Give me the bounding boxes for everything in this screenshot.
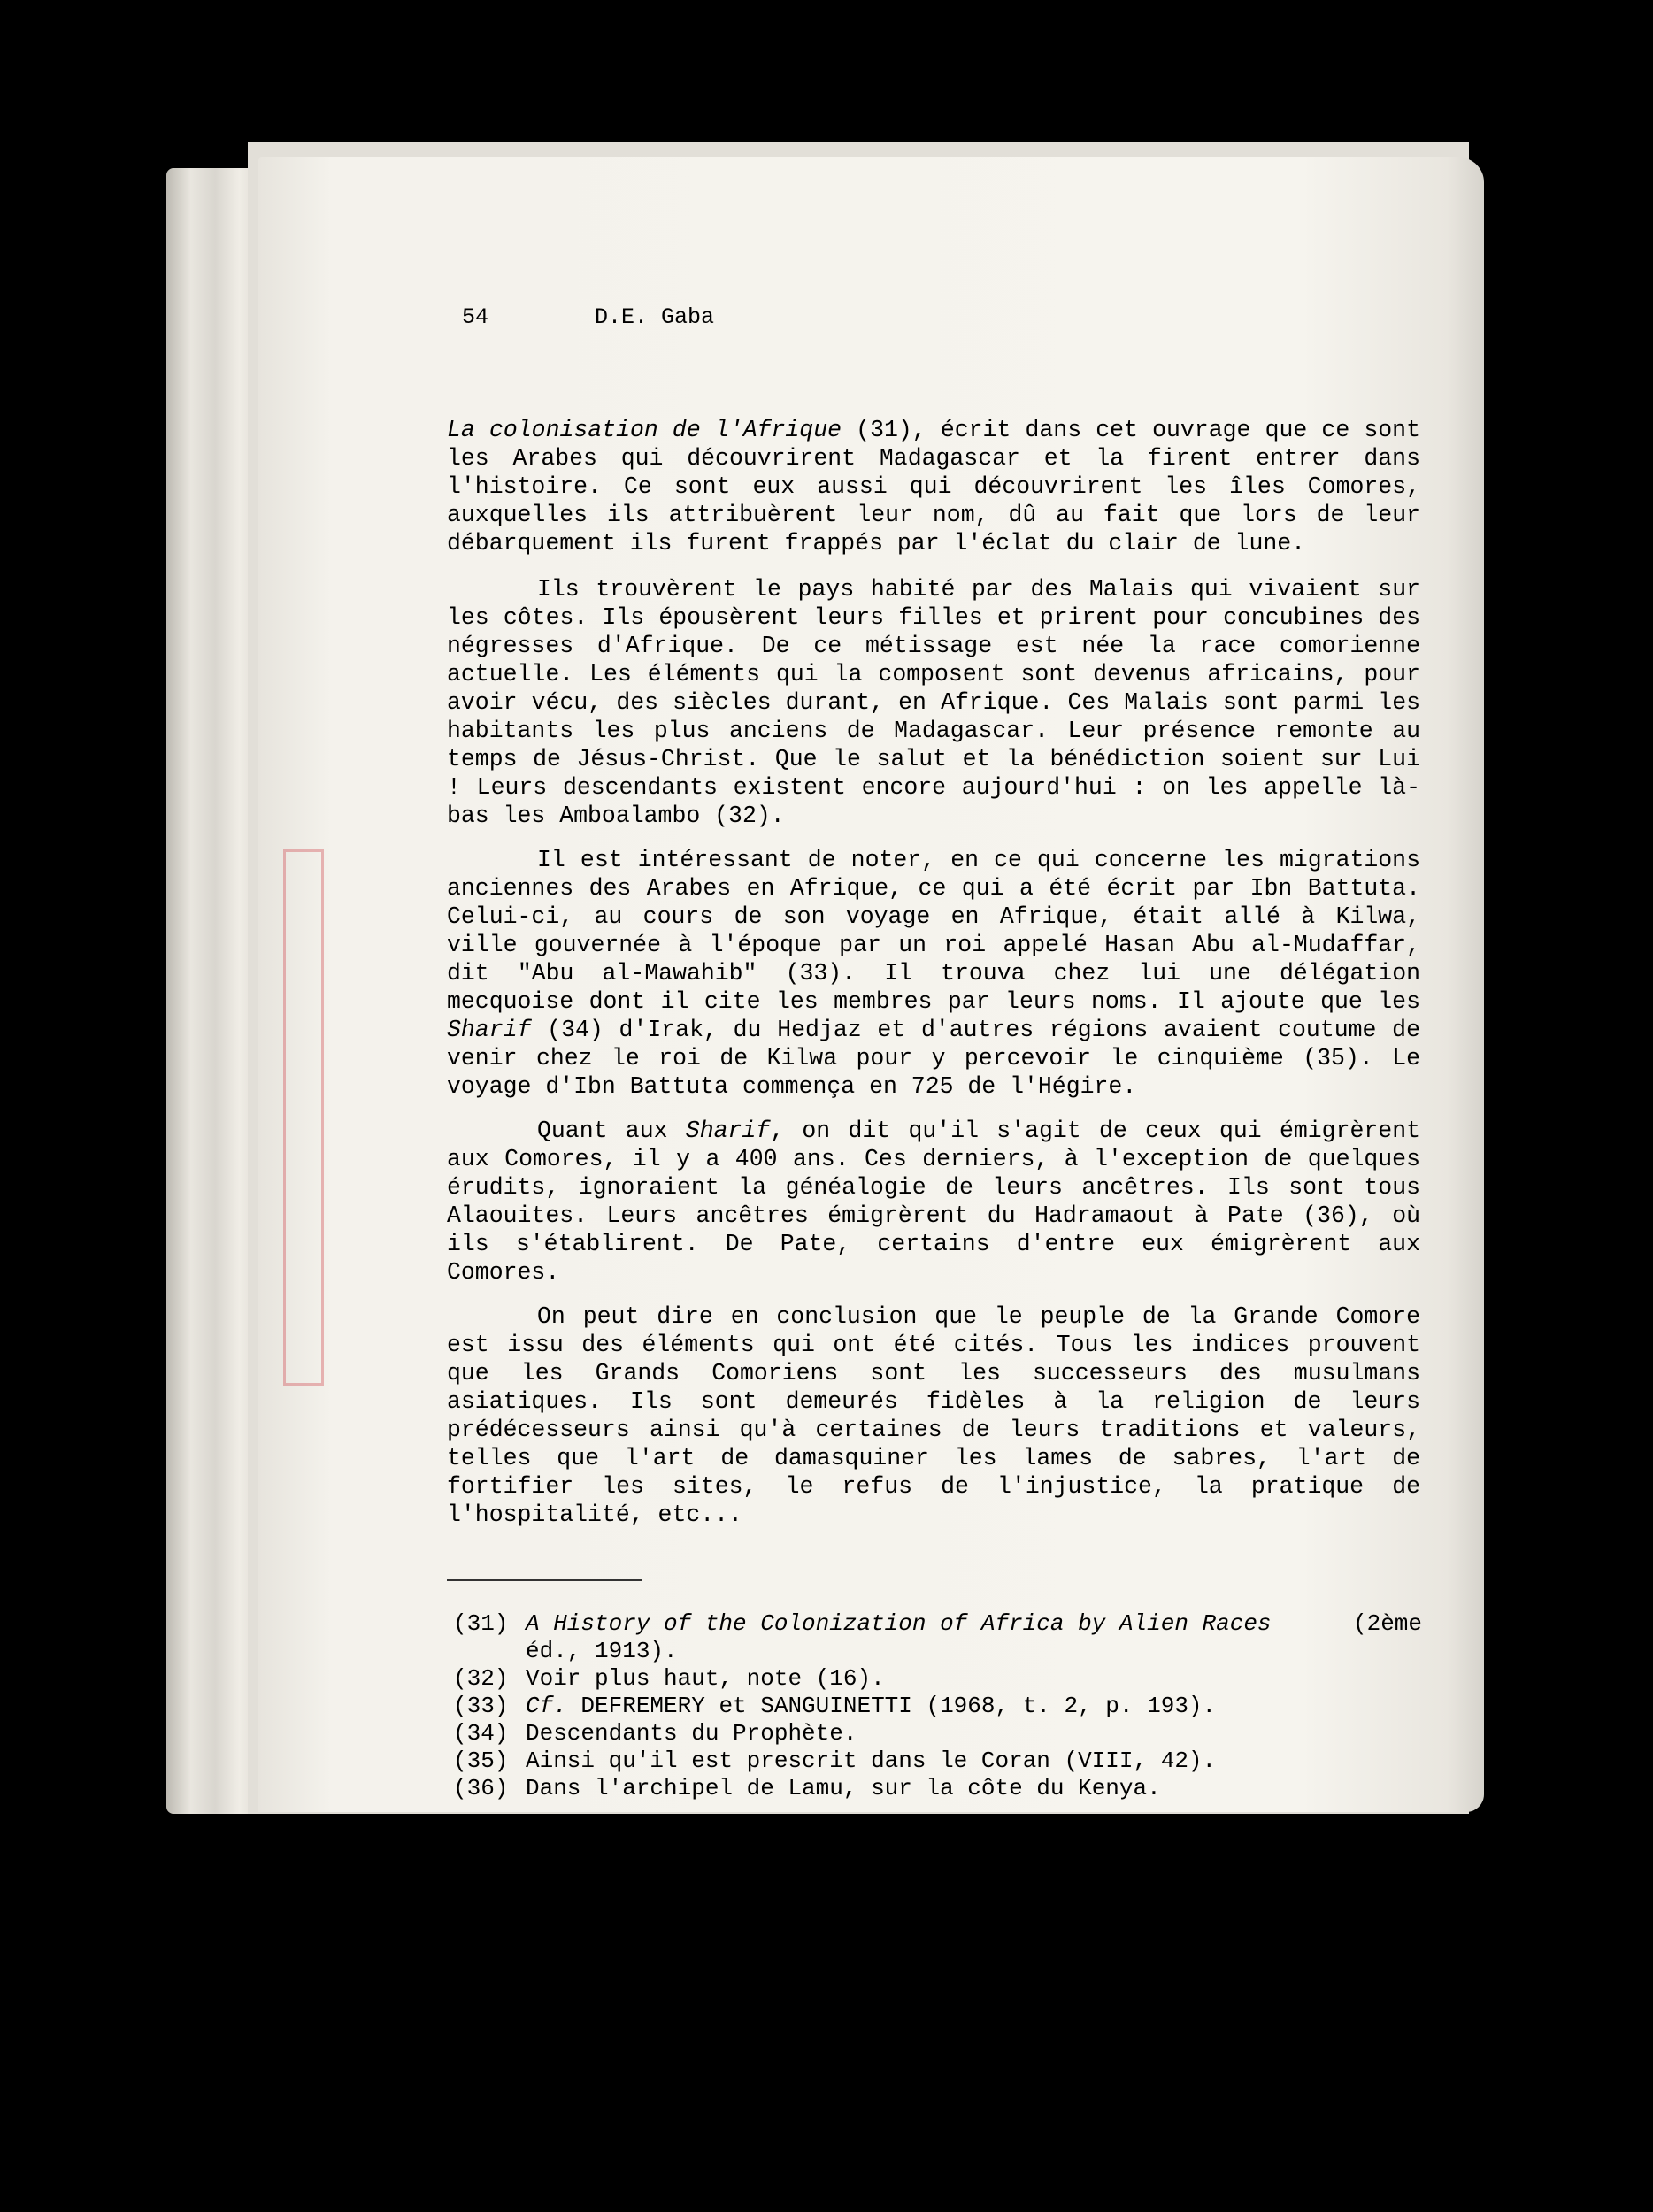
footnote-31: (31) (2ème A History of the Colonization of Africa by Alien Races éd., 1913). [453,1610,1422,1664]
paragraph-2: Ils trouvèrent le pays habité par des Malais qui vivaient sur les côtes. Ils épousèrent leurs filles et prirent pour concubines des négresses d'Afrique. De ce métissage est née la race comorienne actuelle. Les éléments qui la composent sont devenus africains, pour avoir vécu, des siècles durant, en Afrique. Ces Malais sont parmi les habitants les plus anciens de Madagascar. Leur présence remonte au temps de Jésus-Christ. Que le salut et la bénédiction soient sur Lui ! Leurs descendants existent encore aujourd'hui : on les appelle là-bas les Amboalambo (32). [447,576,1420,829]
main-text [447,416,1420,1545]
footnote-34: (34) Descendants du Prophète. [453,1720,857,1747]
author-name: D.E. Gaba [595,304,715,330]
running-header [462,304,714,330]
footnote-divider [447,1579,642,1581]
library-stamp [283,849,324,1386]
paragraph-3: Il est intéressant de noter, en ce qui concerne les migrations anciennes des Arabes en Afrique, ce qui a été écrit par Ibn Battuta. Celui-ci, au cours de son voyage en Afrique, était allé à Kilwa, ville gouvernée à l'époque par un roi appelé Hasan Abu al-Mudaffar, dit "Abu al-Mawahib" (33). Il trouva chez lui une délégation mecquoise dont il cite les membres par leurs noms. Il ajoute que les Sharif (34) d'Irak, du Hedjaz et d'autres régions avaient coutume de venir chez le roi de Kilwa pour y percevoir le cinquième (35). Le voyage d'Ibn Battuta commença en 725 de l'Hégire. [447,847,1420,1100]
footnote-32: (32) Voir plus haut, note (16). [453,1665,885,1692]
page-number: 54 [462,304,489,330]
paragraph-5: On peut dire en conclusion que le peuple de la Grande Comore est issu des éléments qui ont été cités. Tous les indices prouvent que les Grands Comoriens sont les successeurs des musulmans asiatiques. Ils sont demeurés fidèles à la religion de leurs prédécesseurs ainsi qu'à certaines de leurs traditions et valeurs, telles que l'art de damasquiner les lames de sabres, l'art de fortifier les sites, le refus de l'injustice, la pratique de l'hospitalité, etc... [447,1303,1420,1528]
paragraph-4: Quant aux Sharif, on dit qu'il s'agit de ceux qui émigrèrent aux Comores, il y a 400 ans. Ces derniers, à l'exception de quelques érudits, ignoraient la généalogie de leurs ancêtres. Ils sont tous Alaouites. Leurs ancêtres émigrèrent du Hadramaout à Pate (36), où ils s'établirent. De Pate, certains d'entre eux émigrèrent aux Comores. [447,1118,1420,1286]
footnote-35: (35) Ainsi qu'il est prescrit dans le Coran (VIII, 42). [453,1747,1217,1774]
footnote-33: (33) Cf. DEFREMERY et SANGUINETTI (1968, t. 2, p. 193). [453,1693,1217,1719]
paragraph-1: La colonisation de l'Afrique (31), écrit dans cet ouvrage que ce sont les Arabes qui découvrirent Madagascar et la firent entrer dans l'histoire. Ce sont eux aussi qui découvrirent les îles Comores, auxquelles ils attribuèrent leur nom, dû au fait que lors de leur débarquement ils furent frappés par l'éclat du clair de lune. [447,417,1420,557]
book-title-italic: La colonisation de l'Afrique [447,417,842,443]
footnote-36: (36) Dans l'archipel de Lamu, sur la côte du Kenya. [453,1775,1161,1801]
footnotes [453,1610,1422,1802]
